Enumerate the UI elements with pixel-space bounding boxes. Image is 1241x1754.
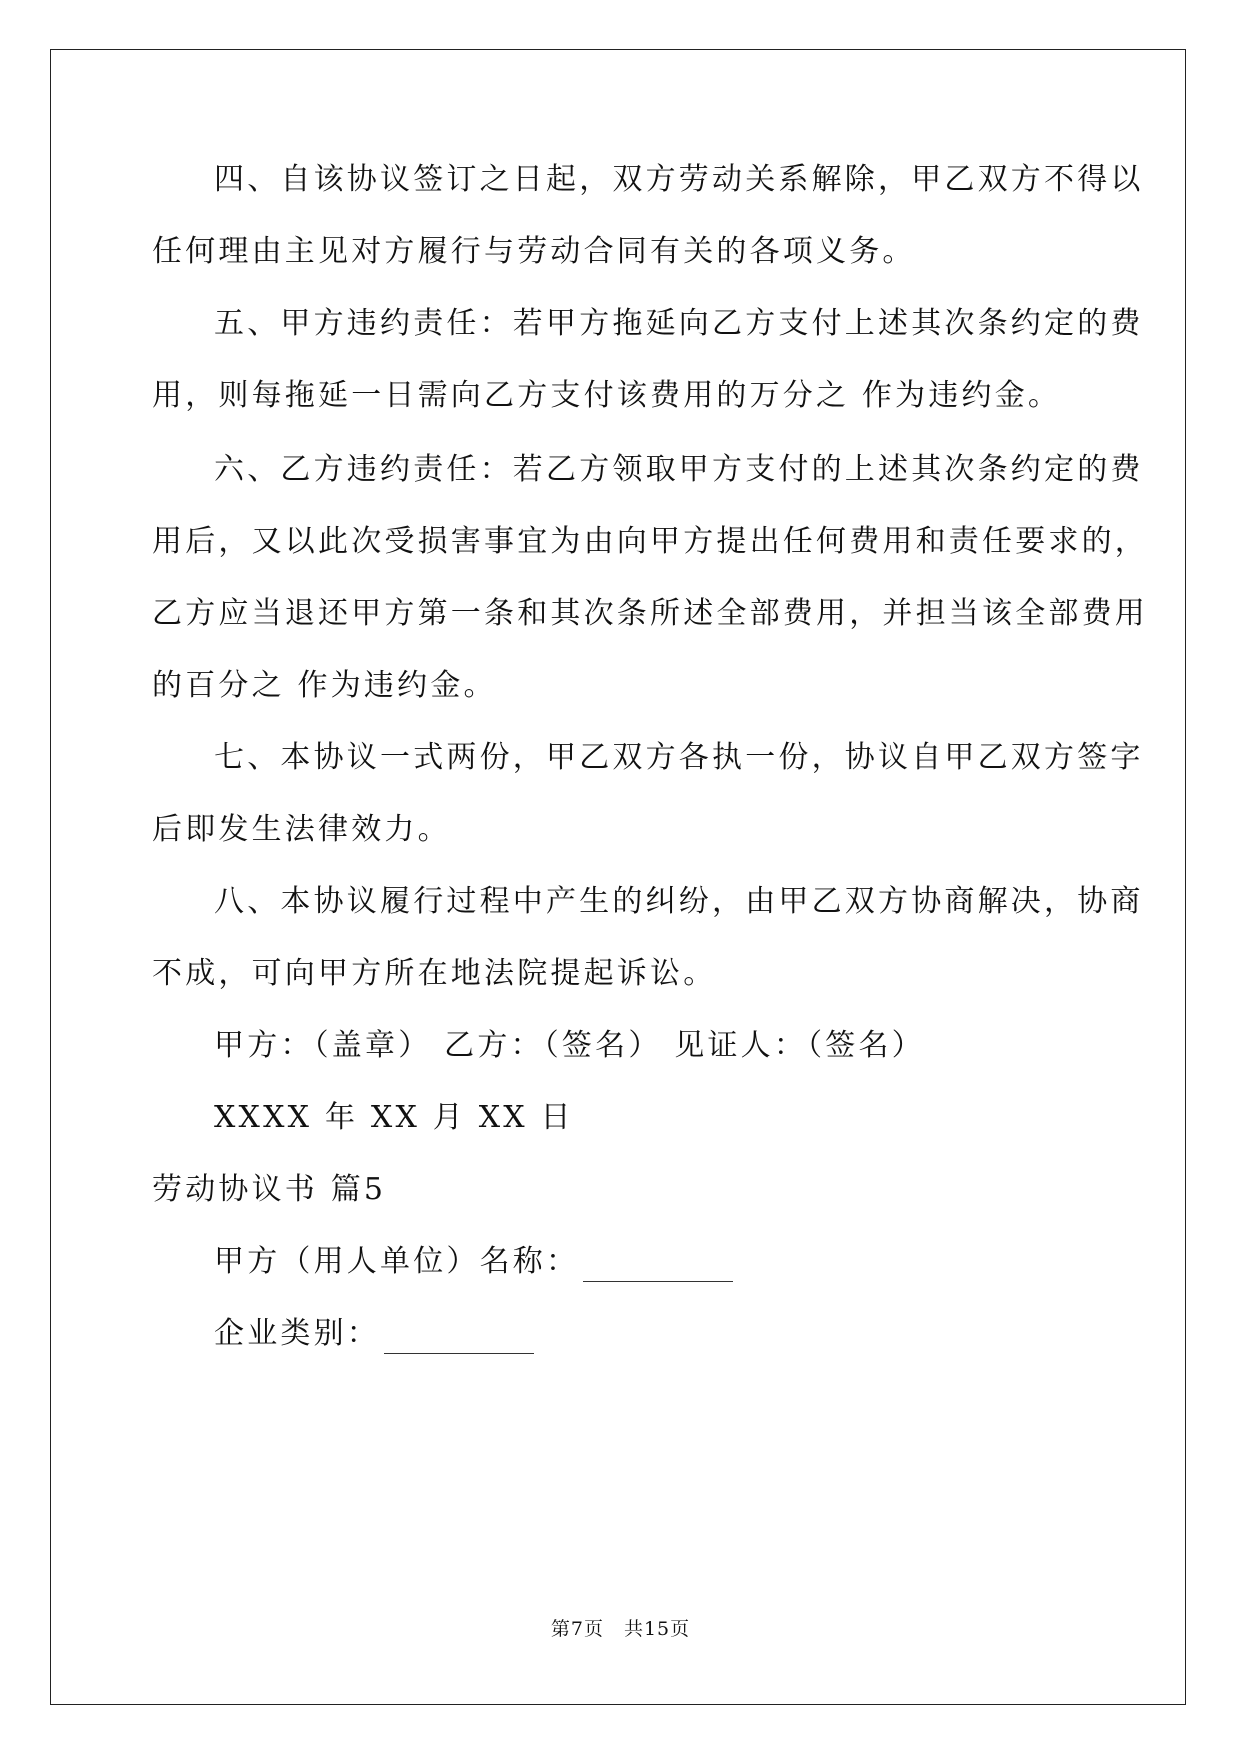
section-title: 劳动协议书 篇5 <box>152 1172 387 1207</box>
company-type-blank <box>384 1325 534 1354</box>
page-border <box>50 49 1186 1705</box>
clause-8-line-2: 不成，可向甲方所在地法院提起诉讼。 <box>152 956 717 991</box>
clause-6-line-3: 乙方应当退还甲方第一条和其次条所述全部费用，并担当该全部费用 <box>152 596 1148 631</box>
clause-5-line-1: 五、甲方违约责任：若甲方拖延向乙方支付上述其次条约定的费 <box>214 306 1144 341</box>
clause-6-line-1: 六、乙方违约责任：若乙方领取甲方支付的上述其次条约定的费 <box>214 452 1144 487</box>
clause-8-line-1: 八、本协议履行过程中产生的纠纷，由甲乙双方协商解决，协商 <box>214 884 1144 919</box>
clause-4-line-1: 四、自该协议签订之日起，双方劳动关系解除，甲乙双方不得以 <box>214 162 1144 197</box>
date-line: XXXX 年 XX 月 XX 日 <box>214 1100 574 1135</box>
clause-6-line-4: 的百分之 作为违约金。 <box>152 668 497 703</box>
employer-name-blank <box>583 1253 733 1282</box>
clause-7-line-1: 七、本协议一式两份，甲乙双方各执一份，协议自甲乙双方签字 <box>214 740 1144 775</box>
clause-5-line-2: 用，则每拖延一日需向乙方支付该费用的万分之 作为违约金。 <box>152 378 1062 413</box>
signature-line: 甲方：（盖章） 乙方：（签名） 见证人：（签名） <box>214 1028 925 1063</box>
clause-4-line-2: 任何理由主见对方履行与劳动合同有关的各项义务。 <box>152 234 916 269</box>
company-type-field <box>214 1314 534 1354</box>
employer-name-label: 甲方（用人单位）名称： <box>214 1244 580 1279</box>
employer-name-field <box>214 1242 733 1282</box>
clause-6-line-2: 用后，又以此次受损害事宜为由向甲方提出任何费用和责任要求的， <box>152 524 1148 559</box>
clause-7-line-2: 后即发生法律效力。 <box>152 812 451 847</box>
page-footer: 第7页 共15页 <box>550 1618 691 1640</box>
company-type-label: 企业类别： <box>214 1316 380 1351</box>
